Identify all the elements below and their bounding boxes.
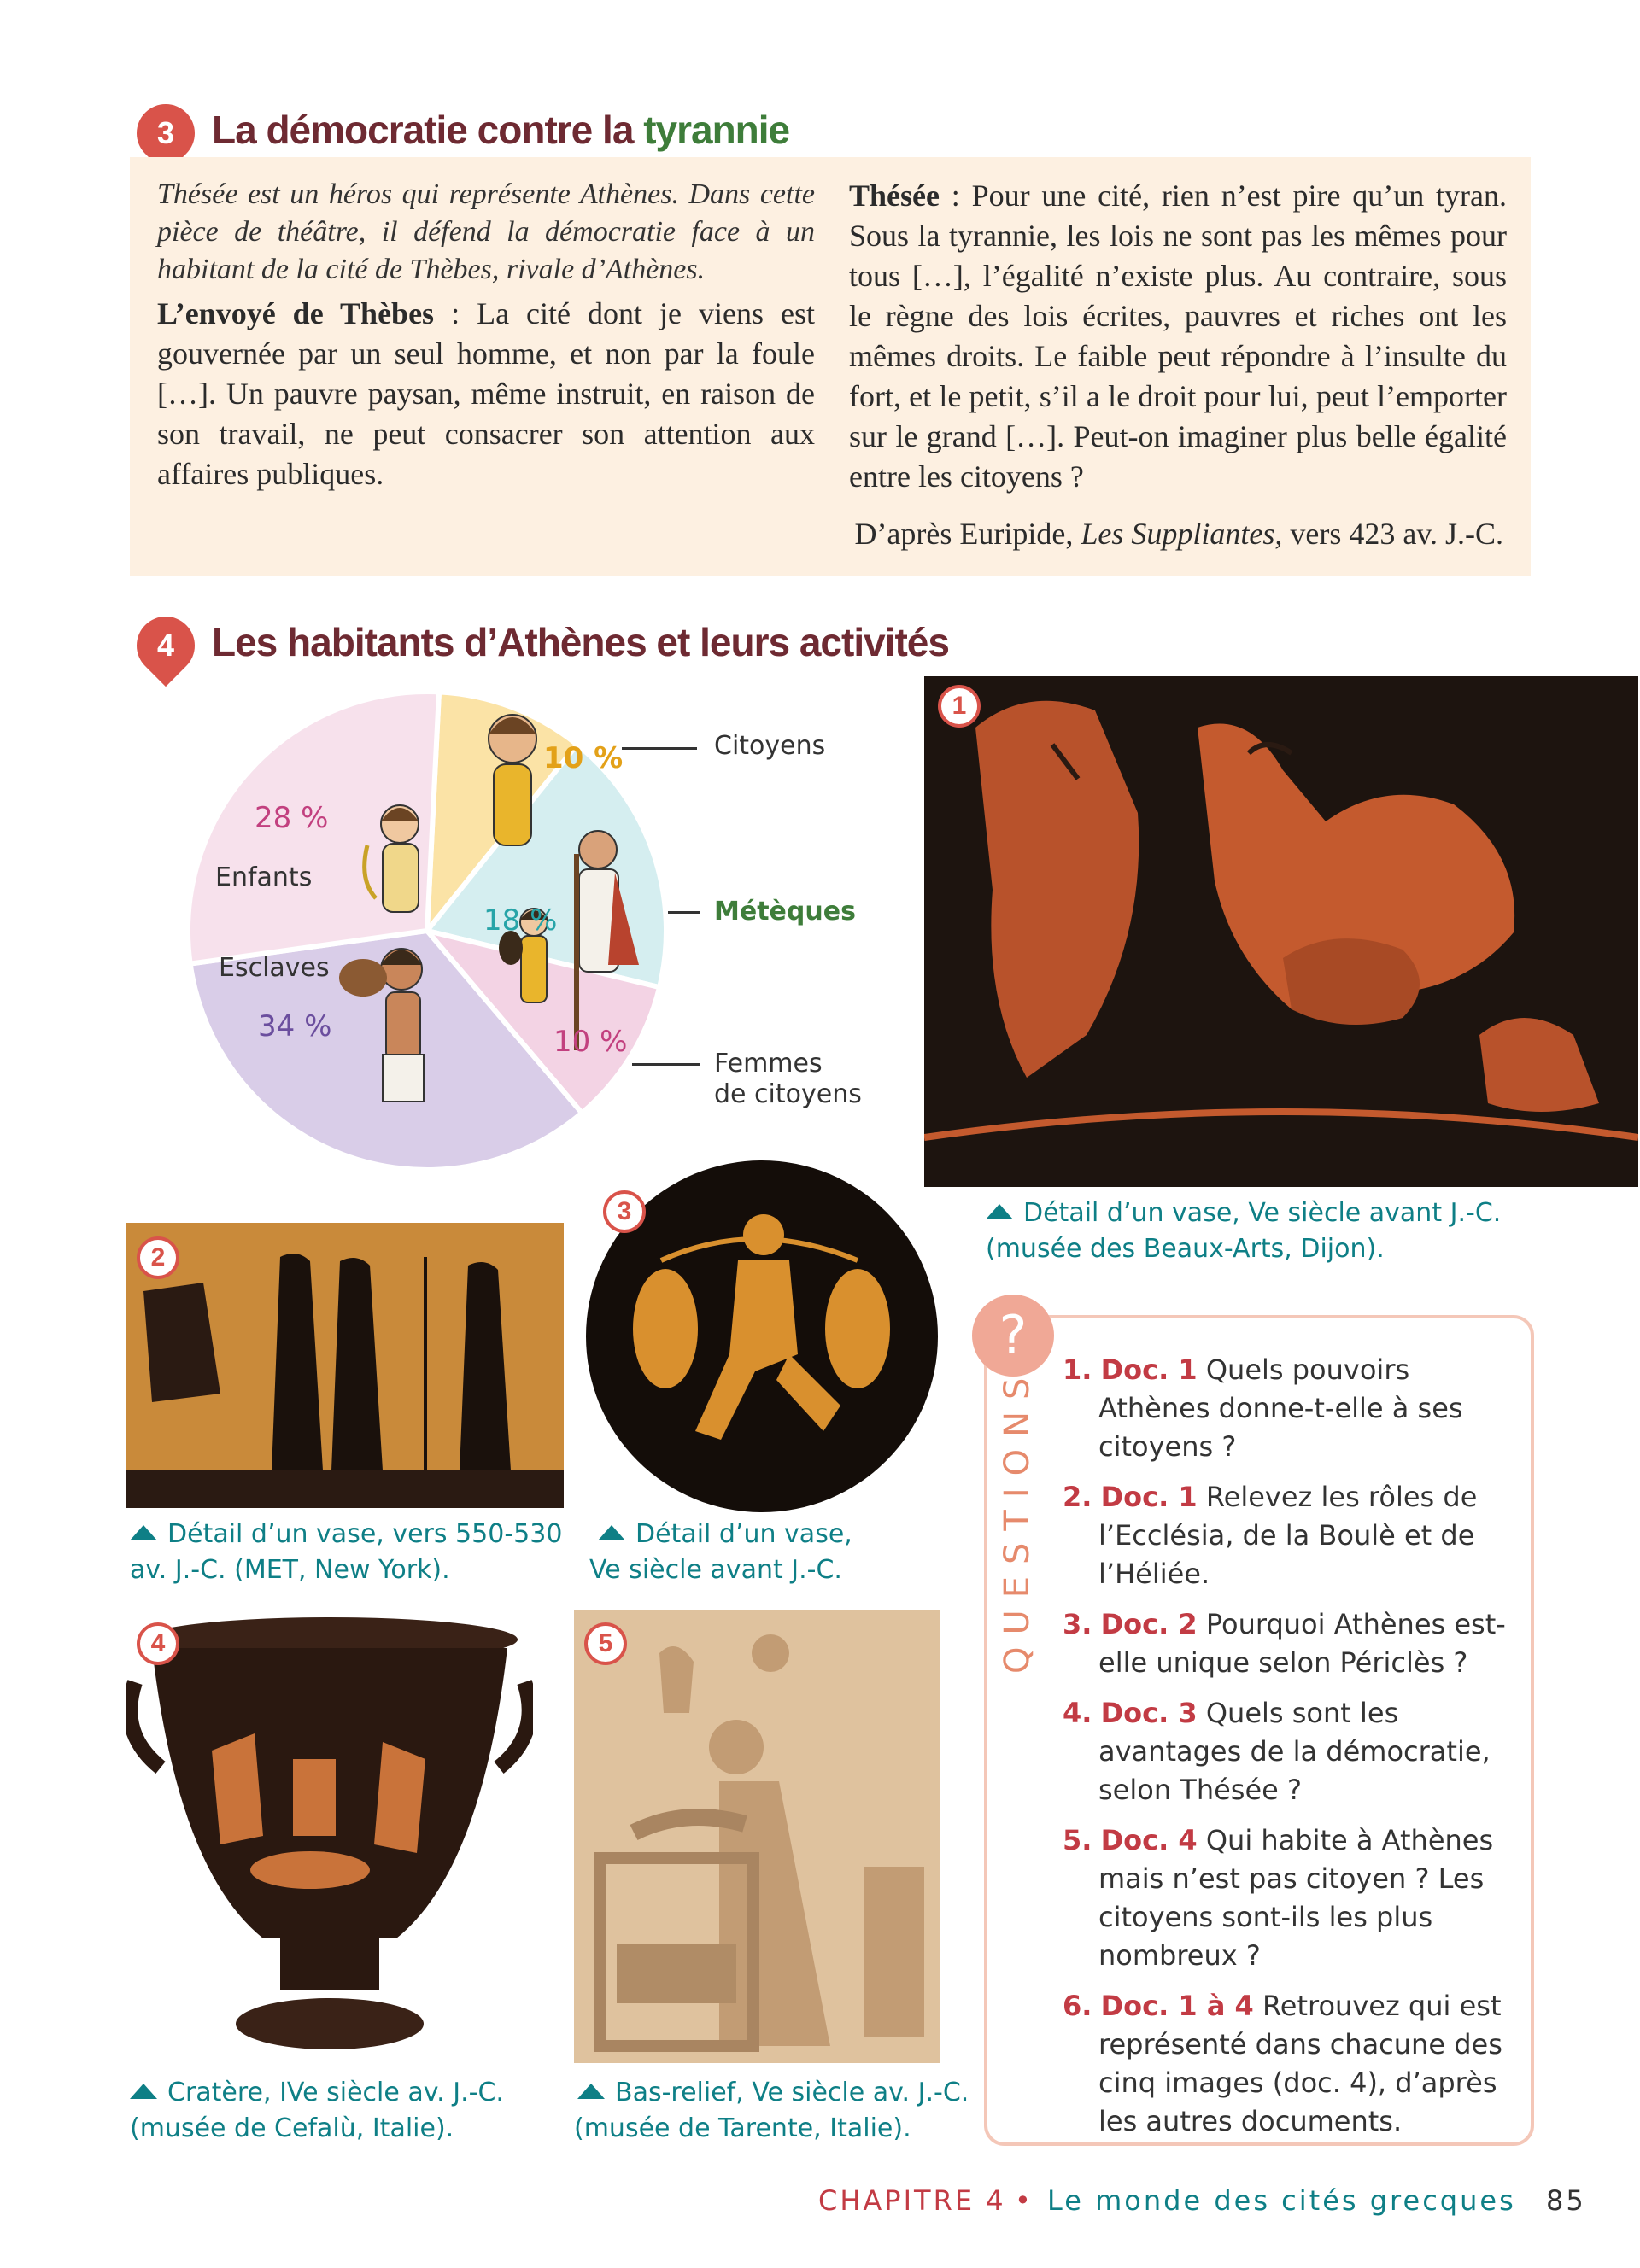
image-3-caption: Détail d’un vase, [598,1517,852,1552]
image-2-number: 2 [137,1236,179,1279]
image-4-number: 4 [137,1622,179,1665]
leader-line-citoyens [622,747,697,750]
doc3-number-badge: 3 [125,92,207,174]
image-4-caption: Cratère, IVe siècle av. J.-C. [130,2075,504,2111]
question-2: 2. Doc. 1 Relevez les rôles de l’Ecclésia, de la Boulè et de l’Héliée. [1063,1481,1478,1590]
doc3-intro: Thésée est un héros qui représente Athènes. Dans cette pièce de théâtre, il défend la démocratie face à un habitant de la cité de Thèbes, rivale d’Athènes. [157,178,815,285]
doc3-left-column [157,176,815,500]
leader-line-meteques [668,911,700,914]
image-1-caption-line2: (musée des Beaux-Arts, Dijon). [986,1234,1385,1264]
image-2-caption-line2: av. J.-C. (MET, New York). [130,1555,450,1585]
pct-femmes: 10 % [554,1025,628,1059]
question-4: 4. Doc. 3 Quels sont les avantages de la démocratie, selon Thésée ? [1063,1697,1491,1806]
doc3-thesee-speech: Thésée : Pour une cité, rien n’est pire qu’un tyran. Sous la tyrannie, les lois ne sont pas les mêmes pour tous […], l’égalité n’existe plus. Au contraire, sous le règne des lois écrites, pauvres et riches ont les mêmes droits. Le faible peut répondre à l’insulte du fort, et le petit, s’il a le droit pour lui, peut l’emporter sur le grand […]. Peut-on imaginer plus belle égalité entre les citoyens ? [849,178,1507,494]
image-3-number: 3 [603,1190,646,1233]
label-femmes-line1: Femmes [714,1049,823,1078]
pct-meteques: 18 % [483,903,558,938]
label-citoyens: Citoyens [714,731,826,761]
pct-esclaves: 34 % [258,1009,332,1043]
footer-chapter-title: Le monde des cités grecques [1047,2184,1516,2217]
label-enfants: Enfants [215,862,313,892]
question-1: 1. Doc. 1 Quels pouvoirs Athènes donne-t-elle à ses citoyens ? [1063,1353,1463,1463]
doc3-source: D’après Euripide, Les Suppliantes, vers 423 av. J.-C. [854,517,1503,551]
doc3-envoy-speech: L’envoyé de Thèbes : La cité dont je viens est gouvernée par un seul homme, et non par la foule […]. Un pauvre paysan, même instruit, en raison de son travail, ne peut consacrer son attention aux affaires publiques. [157,296,815,491]
image-4-krater [126,1614,533,2063]
image-2-vase-detail [126,1223,564,1508]
image-5-bas-relief [574,1610,940,2063]
label-esclaves: Esclaves [219,953,330,983]
doc3-right-column [849,176,1507,502]
pct-enfants: 28 % [255,801,329,835]
doc3-text-box [130,157,1531,576]
question-6: 6. Doc. 1 à 4 Retrouvez qui est représenté dans chacune des cinq images (doc. 4), d’après les autres documents. [1063,1990,1502,2137]
image-1-number: 1 [938,685,981,728]
image-4-caption-line2: (musée de Cefalù, Italie). [130,2113,454,2143]
label-meteques: Métèques [714,897,856,926]
pct-citoyens: 10 % [543,741,624,775]
question-5: 5. Doc. 4 Qui habite à Athènes mais n’est pas citoyen ? Les citoyens sont-ils les plus nombreux ? [1063,1824,1494,1972]
questions-vertical-label: QUESTIONS [998,1365,1037,1674]
label-femmes-line2: de citoyens [714,1079,862,1109]
image-1-caption: Détail d’un vase, Ve siècle avant J.-C. [986,1195,1501,1231]
image-5-caption: Bas-relief, Ve siècle av. J.-C. [577,2075,969,2111]
footer-chapter: CHAPITRE 4 [818,2184,1006,2217]
page-number: 85 [1546,2184,1586,2217]
leader-line-femmes [632,1063,700,1066]
doc4-number-badge: 4 [125,605,207,687]
question-3: 3. Doc. 2 Pourquoi Athènes est-elle unique selon Périclès ? [1063,1608,1506,1679]
citizen-figure [489,715,536,845]
doc4-title: Les habitants d’Athènes et leurs activités [212,620,949,664]
question-mark-badge: ? [972,1295,1054,1377]
image-3-caption-line2: Ve siècle avant J.-C. [589,1555,842,1585]
doc3-title: La démocratie contre la tyrannie [212,108,790,152]
questions-list [1063,1351,1507,2153]
image-5-number: 5 [584,1622,627,1665]
image-5-caption-line2: (musée de Tarente, Italie). [574,2113,911,2143]
footer-bullet: • [1015,2184,1034,2217]
image-2-caption: Détail d’un vase, vers 550-530 [130,1517,562,1552]
image-1-vase-detail [924,676,1638,1187]
